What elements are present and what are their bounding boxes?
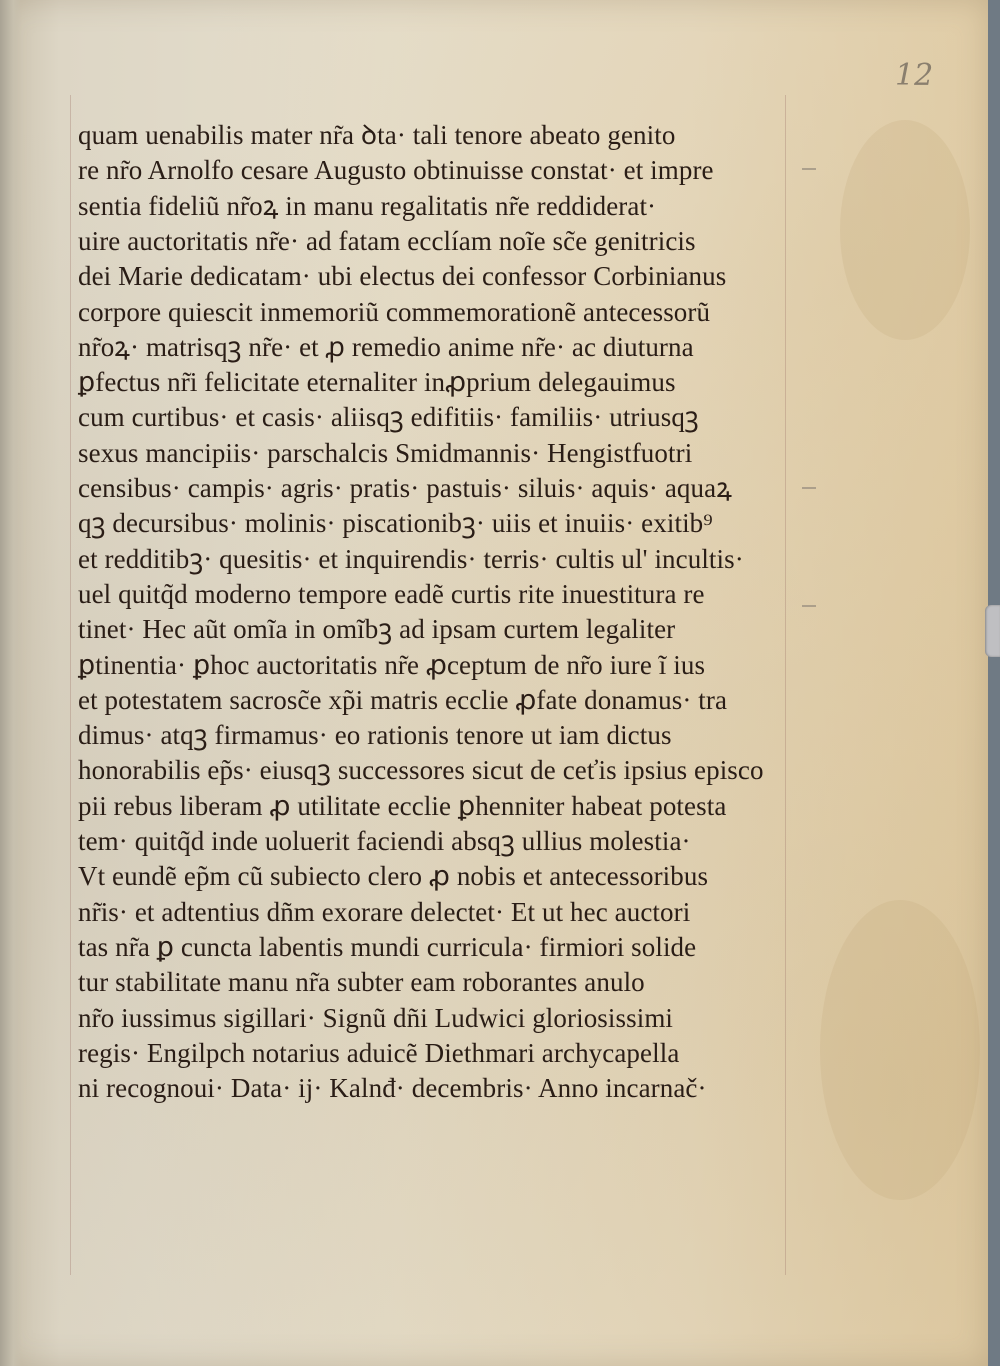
text-line: sentia fideliũ nr̃oꝝ in manu regalitatis nr̃e reddiderat· [78, 190, 657, 221]
text-line: re nr̃o Arnolfo cesare Augusto obtinuisse constat· et impre [78, 155, 714, 186]
text-line: sexus mancipiis· parschalcis Smidmannis· Hengistfuotri [78, 437, 693, 468]
text-line: ꝑtinentia· ꝑhoc auctoritatis nr̃e ꝓceptum de nr̃o iure ĩ ius [78, 649, 706, 680]
text-line: nr̃o iussimus sigillari· Signũ dñi Ludwici gloriosissimi [78, 1002, 674, 1033]
text-line: censibus· campis· agris· pratis· pastuis· siluis· aquis· aquaꝝ [78, 473, 732, 503]
text-line: nr̃is· et adtentius dñm exorare delectet· Et ut hec auctori [78, 896, 691, 927]
text-line: regis· Engilpch notarius aduicẽ Diethmari archycapella [78, 1037, 680, 1068]
ruling-line-left [70, 95, 71, 1275]
text-line: nr̃oꝝ· matrisqꝫ nr̃e· et ꝓ remedio anime nr̃e· ac diuturna [78, 331, 694, 362]
ruling-line-right [785, 95, 786, 1275]
margin-mark [802, 605, 816, 607]
text-line: et redditibꝫ· quesitis· et inquirendis· terris· cultis ul' incultis· [78, 543, 744, 574]
text-line: dei Marie dedicatam· ubi electus dei confessor Corbinianus [78, 261, 727, 292]
text-line: ni recognoui· Data· ij· Kalnđ· decembris· Anno incarnač· [78, 1073, 707, 1104]
text-line: et potestatem sacrosc̃e xp̃i matris ecclie ꝓfate donamus· tra [78, 684, 728, 715]
text-line: pii rebus liberam ꝓ utilitate ecclie ꝑhenniter habeat potesta [78, 790, 727, 821]
text-line: dimus· atqꝫ firmamus· eo rationis tenore ut iam dictus [78, 720, 672, 751]
text-line: tem· quitq̃d inde uoluerit faciendi absqꝫ ullius molestia· [78, 826, 691, 856]
folio-number: 12 [895, 58, 934, 93]
text-line: tas nr̃a ꝑ cuncta labentis mundi curricula· firmiori solide [78, 931, 697, 962]
binding-gutter [0, 0, 22, 1366]
text-line: tinet· Hec aũt omĩa in omĩbꝫ ad ipsam curtem legaliter [78, 614, 676, 645]
margin-mark [802, 168, 816, 170]
text-line: qꝫ decursibus· molinis· piscationibꝫ· uiis et inuiis· exitib⁹ [78, 508, 713, 539]
parchment-stain [840, 120, 970, 340]
text-line: honorabilis ep̃s· eiusqꝫ successores sicut de ceťis ipsius episco [78, 755, 764, 786]
text-line: cum curtibus· et casis· aliisqꝫ edifitiis· familiis· utriusqꝫ [78, 402, 699, 433]
text-line: corpore quiescit inmemoriũ commemorationẽ antecessorũ [78, 296, 711, 327]
parchment-stain [820, 900, 980, 1200]
text-line: uel quitq̃d moderno tempore eadẽ curtis rite inuestitura re [78, 578, 705, 609]
page-clip [985, 605, 1000, 657]
text-line: tur stabilitate manu nr̃a subter eam roborantes anulo [78, 967, 645, 998]
text-line: uire auctoritatis nr̃e· ad fatam ecclíam noĩe sc̃e genitricis [78, 225, 696, 256]
text-line: quam uenabilis mater nr̃a ꝺta· tali tenore abeato genito [78, 120, 676, 150]
text-line: ꝑfectus nr̃i felicitate eternaliter inꝓprium delegauimus [78, 367, 676, 398]
text-line: Vt eundẽ ep̃m cũ subiecto clero ꝓ nobis et antecessoribus [78, 861, 709, 892]
margin-mark [802, 487, 816, 489]
